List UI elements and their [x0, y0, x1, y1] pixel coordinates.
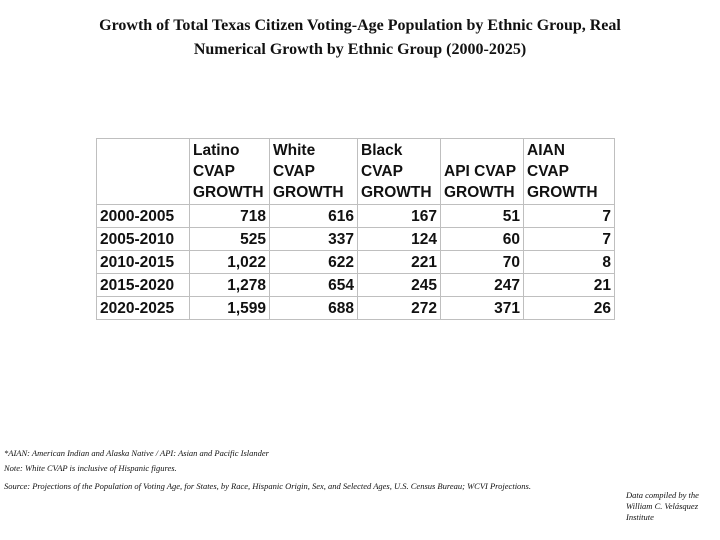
footnote-source: Source: Projections of the Population of Voting Age, for States, by Race, Hispanic Origin, Sex, and Selected Ages, U.S. Census Bureau; WCVI Projections.	[4, 481, 531, 491]
table-row	[97, 274, 615, 297]
row-period: 2010-2015	[97, 251, 190, 274]
header-line: CVAP	[361, 163, 403, 180]
row-period: 2000-2005	[97, 205, 190, 228]
cell-api: 60	[441, 228, 524, 251]
title-line-2: Numerical Growth by Ethnic Group (2000-2025)	[193, 41, 527, 58]
header-line: AIAN	[527, 142, 565, 159]
row-period: 2005-2010	[97, 228, 190, 251]
header-line: GROWTH	[273, 184, 344, 201]
cell-black: 272	[358, 297, 441, 320]
cell-latino: 1,599	[190, 297, 270, 320]
credit-line: Data compiled by the	[626, 490, 699, 500]
cell-white: 337	[270, 228, 358, 251]
table-row	[97, 297, 615, 320]
cell-white: 622	[270, 251, 358, 274]
header-line: Latino	[193, 142, 240, 159]
header-line: GROWTH	[444, 184, 515, 201]
data-credit	[626, 490, 716, 523]
header-line: Black	[361, 142, 403, 159]
header-line: CVAP	[193, 163, 235, 180]
cell-latino: 525	[190, 228, 270, 251]
header-line: CVAP	[527, 163, 569, 180]
cell-api: 70	[441, 251, 524, 274]
cell-aian: 26	[524, 297, 615, 320]
cell-aian: 7	[524, 205, 615, 228]
cell-black: 124	[358, 228, 441, 251]
footnote-abbreviations: *AIAN: American Indian and Alaska Native / API: Asian and Pacific Islander	[4, 448, 269, 458]
cell-latino: 1,022	[190, 251, 270, 274]
cell-black: 167	[358, 205, 441, 228]
cell-white: 616	[270, 205, 358, 228]
row-period: 2015-2020	[97, 274, 190, 297]
cell-black: 245	[358, 274, 441, 297]
header-line: GROWTH	[193, 184, 264, 201]
header-line: CVAP	[273, 163, 315, 180]
table-row	[97, 228, 615, 251]
row-period: 2020-2025	[97, 297, 190, 320]
cell-white: 654	[270, 274, 358, 297]
header-api	[441, 139, 524, 205]
cell-white: 688	[270, 297, 358, 320]
table-row	[97, 205, 615, 228]
cell-api: 51	[441, 205, 524, 228]
page-title	[40, 14, 680, 62]
credit-line: William C. Velásquez	[626, 501, 699, 511]
table-header-row	[97, 139, 615, 205]
header-latino	[190, 139, 270, 205]
header-line: API CVAP	[444, 163, 517, 180]
growth-table	[96, 138, 615, 320]
cell-latino: 718	[190, 205, 270, 228]
cell-latino: 1,278	[190, 274, 270, 297]
header-line: White	[273, 142, 316, 159]
cell-aian: 21	[524, 274, 615, 297]
header-aian	[524, 139, 615, 205]
header-black	[358, 139, 441, 205]
cell-aian: 8	[524, 251, 615, 274]
footnote-note: Note: White CVAP is inclusive of Hispanic figures.	[4, 463, 177, 473]
cell-aian: 7	[524, 228, 615, 251]
title-line-1: Growth of Total Texas Citizen Voting-Age Population by Ethnic Group, Real	[99, 17, 621, 34]
header-line: GROWTH	[361, 184, 432, 201]
cell-black: 221	[358, 251, 441, 274]
cell-api: 247	[441, 274, 524, 297]
table-row	[97, 251, 615, 274]
cell-api: 371	[441, 297, 524, 320]
credit-line: Institute	[626, 512, 654, 522]
table-corner-cell	[97, 139, 190, 205]
header-line: GROWTH	[527, 184, 598, 201]
header-white	[270, 139, 358, 205]
